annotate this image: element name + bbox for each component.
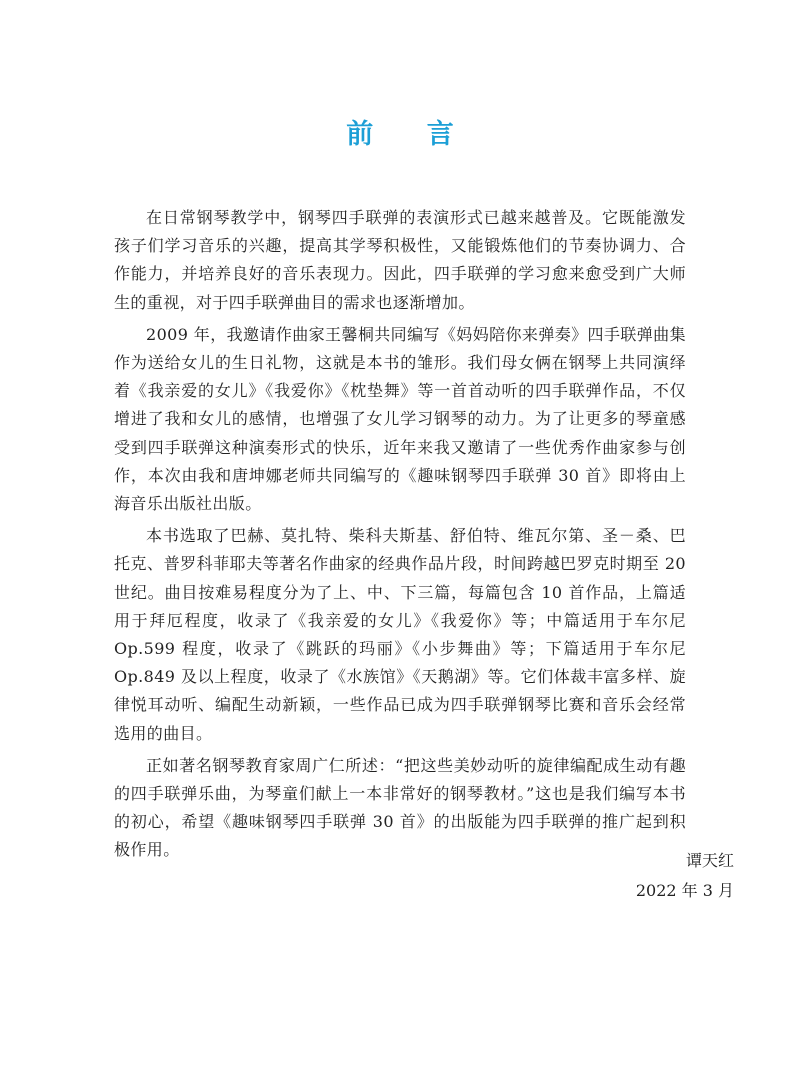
signature-date: 2022 年 3 月 — [635, 881, 734, 900]
author-name: 谭天红 — [685, 851, 734, 870]
preface-body — [114, 204, 686, 869]
paragraph-3: 本书选取了巴赫、莫扎特、柴科夫斯基、舒伯特、维瓦尔第、圣－桑、巴托克、普罗科菲耶夫等著名作曲家的经典作品片段，时间跨越巴罗克时期至 20 世纪。曲目按难易程度分为了上、中、下三篇，每篇包含 10 首作品，上篇适用于拜厄程度，收录了《我亲爱的女儿》《我爱你》等；中篇适用于车尔尼 Op.599 程度，收录了《跳跃的玛丽》《小步舞曲》等；下篇适用于车尔尼 Op.849 及以上程度，收录了《水族馆》《天鹅湖》等。它们体裁丰富多样、旋律悦耳动听、编配生动新颖，一些作品已成为四手联弹钢琴比赛和音乐会经常选用的曲目。 — [114, 526, 686, 743]
paragraph-4: 正如著名钢琴教育家周广仁所述：“把这些美妙动听的旋律编配成生动有趣的四手联弹乐曲，为琴童们献上一本非常好的钢琴教材。”这也是我们编写本书的初心，希望《趣味钢琴四手联弹 30 首》的出版能为四手联弹的推广起到积极作用。 — [114, 755, 686, 860]
paragraph-1: 在日常钢琴教学中，钢琴四手联弹的表演形式已越来越普及。它既能激发孩子们学习音乐的兴趣，提高其学琴积极性，又能锻炼他们的节奏协调力、合作能力，并培养良好的音乐表现力。因此，四手联弹的学习愈来愈受到广大师生的重视，对于四手联弹曲目的需求也逐渐增加。 — [114, 208, 686, 312]
page-title: 前 言 — [346, 119, 476, 150]
paragraph-2: 2009 年，我邀请作曲家王馨桐共同编写《妈妈陪你来弹奏》四手联弹曲集作为送给女儿的生日礼物，这就是本书的雏形。我们母女俩在钢琴上共同演绎着《我亲爱的女儿》《我爱你》《枕垫舞》等一首首动听的四手联弹作品，不仅增进了我和女儿的感情，也增强了女儿学习钢琴的动力。为了让更多的琴童感受到四手联弹这种演奏形式的快乐，近年来我又邀请了一些优秀作曲家参与创作，本次由我和唐坤娜老师共同编写的《趣味钢琴四手联弹 30 首》即将由上海音乐出版社出版。 — [114, 324, 686, 514]
signature-block — [636, 846, 734, 906]
